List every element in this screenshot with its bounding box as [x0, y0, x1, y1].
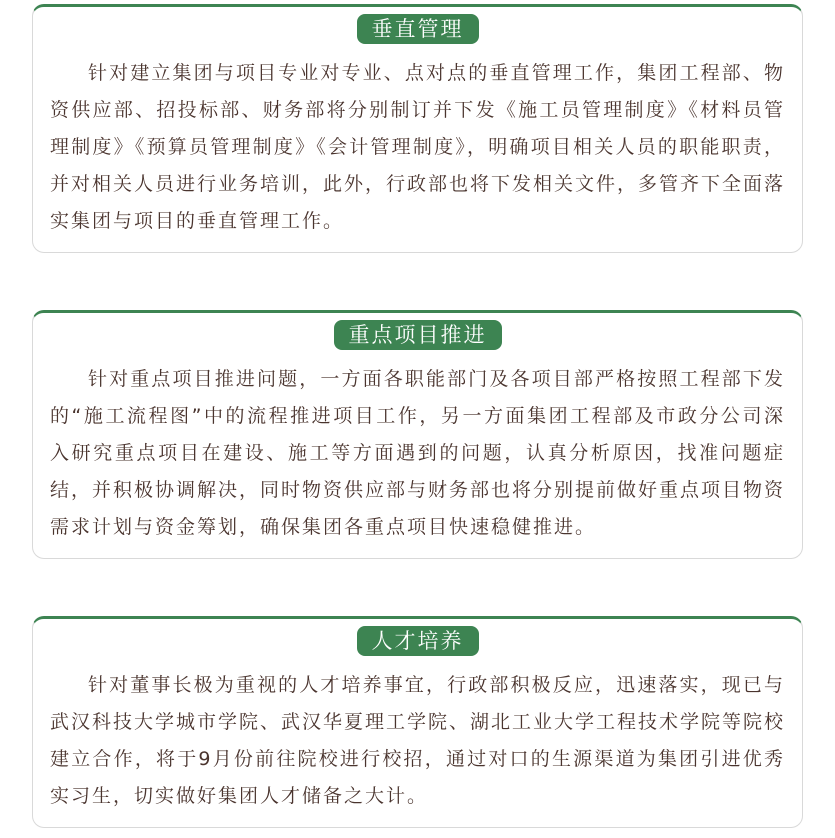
- section-badge-key-project-advancement: [334, 320, 502, 350]
- article-body: [0, 4, 835, 828]
- section-paragraph: 针对董事长极为重视的人才培养事宜，行政部积极反应，迅速落实，现已与武汉科技大学城市学院、武汉华夏理工学院、湖北工业大学工程技术学院等院校建立合作，将于9月份前往院校进行校招，通过对口的生源渠道为集团引进优秀实习生，切实做好集团人才储备之大计。: [50, 674, 786, 807]
- section-badge-talent-training: [357, 626, 479, 656]
- card-vertical-management: [32, 4, 803, 253]
- section-badge-vertical-management: [357, 14, 479, 44]
- section-title: 人才培养: [371, 629, 464, 653]
- section-paragraph: 针对重点项目推进问题，一方面各职能部门及各项目部严格按照工程部下发的“施工流程图”中的流程推进项目工作，另一方面集团工程部及市政分公司深入研究重点项目在建设、施工等方面遇到的问题，认真分析原因，找准问题症结，并积极协调解决，同时物资供应部与财务部也将分别提前做好重点项目物资需求计划与资金筹划，确保集团各重点项目快速稳健推进。: [50, 368, 786, 538]
- card-key-project-advancement: [32, 310, 803, 559]
- section-paragraph: 针对建立集团与项目专业对专业、点对点的垂直管理工作，集团工程部、物资供应部、招投标部、财务部将分别制订并下发《施工员管理制度》《材料员管理制度》《预算员管理制度》《会计管理制度》，明确项目相关人员的职能职责，并对相关人员进行业务培训，此外，行政部也将下发相关文件，多管齐下全面落实集团与项目的垂直管理工作。: [50, 62, 786, 232]
- card-talent-training: [32, 616, 803, 828]
- section-title: 重点项目推进: [348, 323, 487, 347]
- section-title: 垂直管理: [371, 17, 464, 41]
